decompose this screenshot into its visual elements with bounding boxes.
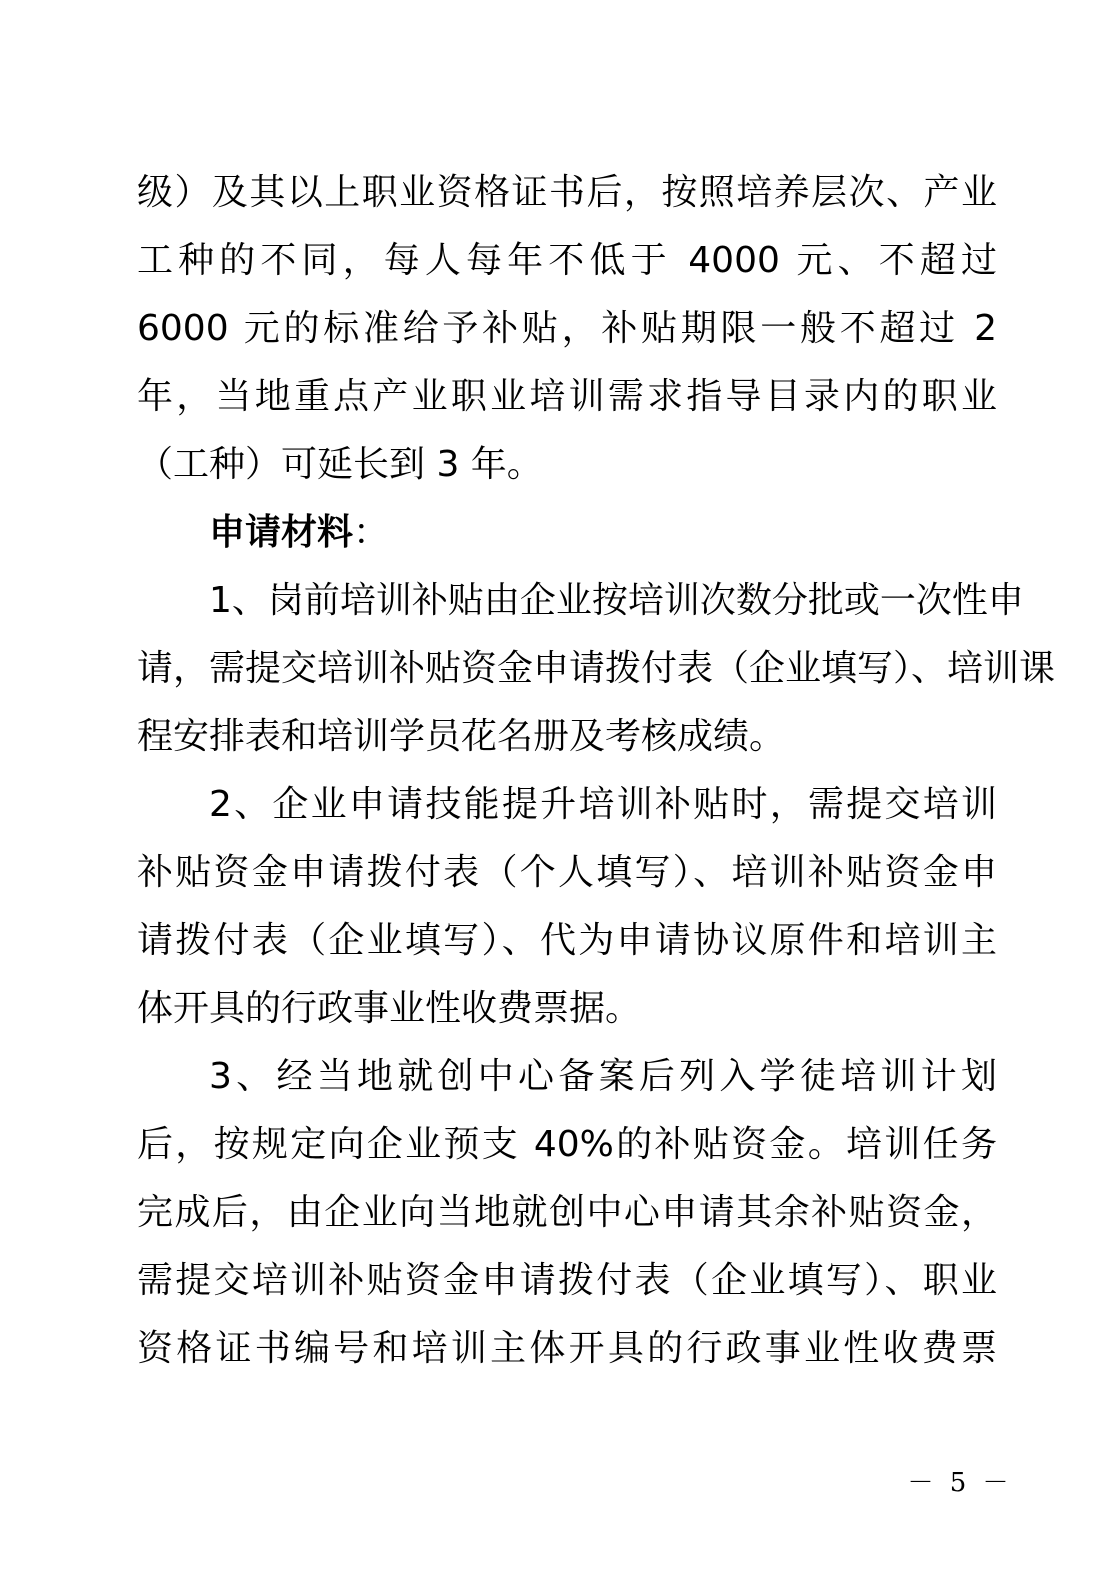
text-line-4: 年，当地重点产业职业培训需求指导目录内的职业 xyxy=(137,376,997,417)
page-number: － 5 － xyxy=(907,1468,1013,1498)
section-heading-colon: ： xyxy=(353,512,390,553)
text-line-2: 工种的不同，每人每年不低于 4000 元、不超过 xyxy=(137,240,997,281)
text-line-1: 级）及其以上职业资格证书后，按照培养层次、产业 xyxy=(137,172,997,213)
section-heading xyxy=(209,508,997,558)
item-2-line-3: 请拨付表（企业填写）、代为申请协议原件和培训主 xyxy=(137,920,997,961)
item-1-line-2: 请，需提交培训补贴资金申请拨付表（企业填写）、培训课 xyxy=(137,648,1056,689)
item-3-line-3: 完成后，由企业向当地就创中心申请其余补贴资金， xyxy=(137,1192,997,1233)
section-heading-label: 申请材料 xyxy=(209,512,354,553)
item-1-line-1: 1、岗前培训补贴由企业按培训次数分批或一次性申 xyxy=(209,580,1024,621)
item-3-line-1: 3、经当地就创中心备案后列入学徒培训计划 xyxy=(209,1056,997,1097)
item-2-line-2: 补贴资金申请拨付表（个人填写）、培训补贴资金申 xyxy=(137,852,997,893)
text-line-5: （工种）可延长到 3 年。 xyxy=(137,444,543,485)
item-2-line-4: 体开具的行政事业性收费票据。 xyxy=(137,988,642,1029)
item-2-line-1: 2、企业申请技能提升培训补贴时，需提交培训 xyxy=(209,784,997,825)
item-3-line-2: 后，按规定向企业预支 40%的补贴资金。培训任务 xyxy=(137,1124,997,1165)
item-3-line-5: 资格证书编号和培训主体开具的行政事业性收费票 xyxy=(137,1328,997,1369)
text-line-3: 6000 元的标准给予补贴，补贴期限一般不超过 2 xyxy=(137,308,997,349)
item-3-line-4: 需提交培训补贴资金申请拨付表（企业填写）、职业 xyxy=(137,1260,997,1301)
item-1-line-3: 程安排表和培训学员花名册及考核成绩。 xyxy=(137,716,786,757)
